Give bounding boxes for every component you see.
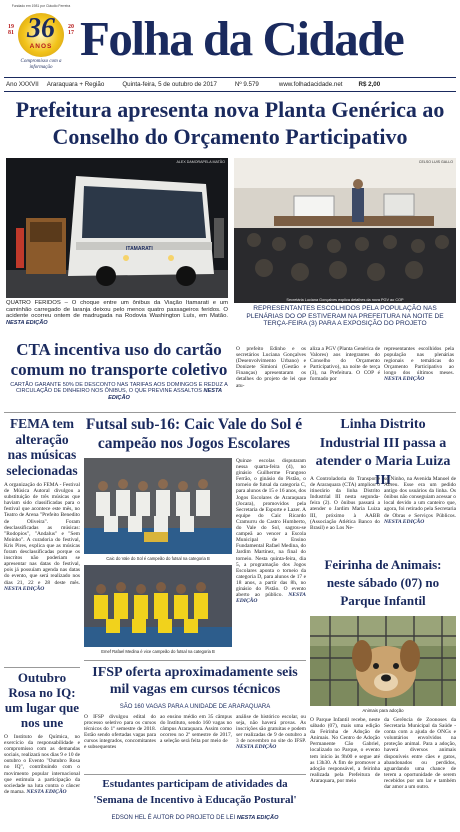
dog-illustration	[310, 616, 456, 706]
fema-edition: NESTA EDIÇÃO	[4, 585, 45, 592]
ifsp-body-col2: ao ensino médio em 35 câmpus do Instituto, sendo 160 vagas no câmpus Araraquara. Assim como ocorreu no 2º semestre de 2017, a seleção será feita por meio de	[160, 714, 232, 745]
futsal-team-yellow-illustration	[84, 565, 232, 647]
badge-top-text: Fundado em 1981 por Cláudio Ferreira	[11, 4, 71, 8]
edition-label: Ano XXXVII	[6, 81, 39, 88]
futsal-body	[236, 458, 306, 656]
ifsp-rule	[84, 660, 306, 661]
outubro-edition: NESTA EDIÇÃO	[26, 788, 67, 795]
fema-body	[4, 482, 80, 664]
anniversary-badge	[4, 4, 78, 74]
accident-caption-text: QUATRO FERIDOS – O choque entre um ônibus da Viação Itamarati e um caminhão carregado de laranja deixou pelo menos quatro passageiros feridos. O acidente ocorreu ontem de madrugada na Rodovia Washington Luís, em Matão.	[6, 300, 228, 320]
fema-body-text: A organização do FEMA - Festival de Música Autoral divulgou a substituição de três músicas que haviam sido classificadas para o festival que acontece este mês, no Teatro de Arena "Prefeito Benedito de Oliveira". Foram desclassificadas as músicas: "Rodopios", "Andalus" e "Sem Moinho". A curadoria do festival, Kris Pires, explica que as músicas foram desclassificadas porque os inscritos não poderiam se apresentar nas datas do festival, pois já possuíam agenda nas datas do evento, que será realizado nos dias 21, 22 e 28 deste mês.	[4, 482, 80, 586]
fema-headline: FEMA tem alteração nas músicas selecionadas	[6, 416, 78, 478]
masthead-rule-top	[4, 77, 456, 78]
masthead-info-bar	[6, 80, 456, 90]
ifsp-headline: IFSP oferta aproximadamente seis mil vagas em cursos técnicos	[92, 665, 298, 697]
newspaper-title: Folha da Cidade	[80, 11, 404, 66]
section-rule	[4, 412, 456, 413]
feirinha-headline: Feirinha de Animais: neste sábado (07) no Parque Infantil	[324, 557, 442, 608]
futsal-photo-vice	[84, 565, 232, 647]
badge-year-start: 1981	[8, 24, 14, 36]
feirinha-body-col2: da Gerência de Zoonoses da Secretaria Municipal da Saúde - conta com a ajuda de ONGs e voluntários envolvidos na proteção animal. Para a adoção, haverá diversos animais disponíveis entre cães e gatos, abandonados ou perdidos, aguardando uma chance de terem a oportunidade de serem recebidos por um lar e também dar amor a um outro.	[384, 717, 456, 791]
date-label: Quinta-feira, 5 de outubro de 2017	[122, 81, 217, 88]
left-divider	[4, 667, 80, 668]
futsal-photo-vice-caption: Emef Rafael Medina é vice campeão do futsal na categoria B	[101, 649, 215, 654]
badge-motto: Compromisso com a informação	[20, 59, 62, 70]
lead-body-col1: O prefeito Edinho e os secretários Luciana Gonçalves (Desenvolvimento Urbano) e Donizete Simioni (Gestão e Finanças) apresentaram os detalhes do projeto de lei que atu-	[236, 346, 306, 389]
accident-caption	[6, 300, 228, 334]
masthead-rule-bottom	[4, 91, 456, 92]
lead-headline: Prefeitura apresenta nova Planta Genérica ao Conselho do Orçamento Participativo	[15, 97, 445, 149]
cta-deck-text: CARTÃO GARANTE 50% DE DESCONTO NAS TARIFAS AOS DOMINGOS E REDUZ A CIRCULAÇÃO DE DINHEIRO NOS ÔNIBUS, O QUE PREVINE ASSALTOS	[10, 382, 228, 395]
futsal-body-text: Quinze escolas disputaram nessa quarta-feira (4), no ginásio Guilherme Frangoso Ferrão, o ginásio do Pistão, o torneio de futsal da categoria C, para alunos de 15 e 16 anos, dos Jogos Escolares de Araraquara (Jocara), promovidos pela Secretaria de Esporte e Lazer. A equipe do Caic Ricardo Cramurru do Castro Humberto, do Vale do Sol, sagrou-se campeã ao vencer a Escola Municipal de Ensino Fundamental Rafael Medina, do Jardim Martinez, na final do torneio. Nesta quinta-feira, dia 5, a programação dos Jogos Escolares aponta o torneio da categoria D, para alunos de 17 e 18 anos, a partir das 8h, no ginásio do Pistão. O evento aberto ao público.	[236, 458, 306, 599]
website-label: www.folhadacidade.net	[278, 81, 343, 88]
meeting-photo	[234, 158, 456, 303]
futsal-photo-champion-caption: Caic do Vale do Sol é campeão do futsal na categoria B	[106, 556, 210, 561]
lead-body-col3	[384, 346, 454, 410]
distrito-body-col1: A Controladoria do Transporte de Araraquara (CTA) ampliou o itinerário da linha Distrito Industrial III nesta segunda-feira (2). O ônibus passará a atender o Jardim Maria Luiza III, próximo à AABB (Associação Atlética Banco do Brasil) e ao Los Ne-	[310, 476, 380, 531]
feirinha-body-col1: O Parque Infantil recebe, neste sábado (07), mais uma edição da Feirinha de Adoção de Animais. No Centro de Adoção Permanente Cão Gabriel, localizado no Parque, o evento tem início às 9h00 e segue até as 13h30. A fim de promover a adoção responsável, a feirinha realizada pela Prefeitura de Araraquara, por meio	[310, 717, 380, 784]
estudantes-headline: Estudantes participam de atividades da 'Semana de Incentivo à Educação Postural'	[93, 778, 297, 806]
lead-body-col2: aliza a PGV (Planta Genérica de Valores) aos integrantes do Conselho do Orçamento Participativo), na noite de terça (3), na Prefeitura. O COP é formado por	[310, 346, 380, 383]
cta-headline: CTA incentiva uso do cartão comum no transporte coletivo	[10, 340, 228, 379]
badge-year-end: 2017	[68, 24, 74, 36]
ifsp-edition: NESTA EDIÇÃO	[236, 744, 277, 751]
outubro-body-text: O Instituto de Química, no exercício da responsabilidade e compromisso com as demandas sociais, realizará nos dias 9 e 10 de outubro o Evento "Outubro Rosa no IQ", contribuindo com o movimento popular internacional que estimula a participação da sociedade na luta contra o câncer de mama.	[4, 734, 80, 795]
badge-number: 36	[27, 13, 55, 44]
accident-photo	[6, 158, 228, 298]
meeting-photo-credit: CELSO LUIS GALLO	[418, 160, 453, 164]
estudantes-deck-text: EDSON HEL É AUTOR DO PROJETO DE LEI	[111, 815, 236, 821]
distrito-edition: NESTA EDIÇÃO	[384, 518, 425, 525]
dog-photo-caption: Animais para adoção	[362, 708, 404, 713]
estudantes-rule	[84, 774, 306, 775]
issue-number: Nº 9.579	[234, 81, 259, 88]
accident-caption-edition: NESTA EDIÇÃO	[6, 319, 48, 326]
futsal-edition: NESTA EDIÇÃO	[236, 592, 306, 605]
accident-photo-credit: ALEX DAMORAPELA MATÃO	[176, 160, 225, 164]
bus-accident-illustration	[6, 158, 228, 298]
estudantes-deck	[84, 812, 306, 824]
ifsp-body-col3	[236, 714, 306, 760]
badge-years: ANOS	[29, 43, 53, 50]
distrito-body-col2	[384, 476, 456, 554]
meeting-photo-small-caption: Secretária Luciana Gonçalves explica detalhes da nova PGV ao COP	[286, 298, 404, 302]
meeting-illustration	[234, 158, 456, 303]
bus-name-text: ITAMARATI	[126, 246, 153, 252]
outubro-body	[4, 734, 80, 830]
price-label: R$ 2,00	[358, 81, 381, 88]
estudantes-edition: NESTA EDIÇÃO	[236, 815, 279, 821]
outubro-headline: Outubro Rosa no IQ: um lugar que nos une	[4, 670, 80, 730]
lead-body-col3-text: representantes escolhidos pela população nas plenárias regionais e temáticas do Orçamento Participativo ao longo dos últimos meses.	[384, 346, 454, 377]
cta-edition: NESTA EDIÇÃO	[108, 388, 222, 401]
ifsp-deck: SÃO 160 VAGAS PARA A UNIDADE DE ARARAQUARA	[119, 704, 271, 710]
dog-photo	[310, 616, 456, 706]
lead-edition: NESTA EDIÇÃO	[384, 376, 425, 383]
distrito-headline: Linha Distrito Industrial III passa a atender o Maria Luiza III	[315, 417, 451, 488]
ifsp-body-col1: O IFSP divulgou edital do processo seletivo para os cursos técnicos do 1º semestre de 2018. Estão sendo ofertadas vagas para cursos integrados, concomitantes e subsequentes	[84, 714, 156, 751]
distrito-body-col2-text: so Ninho, na Avenida Manoel de Abreu. Esse era um pedido antigo dos usuários da linha. Os ônibus não conseguiam acessar o local devido a um canteiro que, agora, foi retirado pela Secretaria de Obras e Serviços Públicos.	[384, 476, 456, 519]
cta-deck	[6, 382, 232, 406]
ifsp-body-col3-text: análise de histórico escolar, ou seja, não haverá provas. As inscrições são gratuitas e podem ser realizadas de 9 de outubro a 3 de novembro no site do IFSP.	[236, 714, 306, 745]
meeting-caption: REPRESENTANTES ESCOLHIDOS PELA POPULAÇÃO NAS PLENÁRIAS DO OP ESTIVERAM NA PREFEITURA NA NOITE DE TERÇA-FEIRA (3) PARA A EXPOSIÇÃO DO PROJETO	[246, 305, 444, 328]
region-label: Araraquara + Região	[46, 81, 105, 88]
futsal-photo-champion	[84, 458, 232, 554]
futsal-headline: Futsal sub-16: Caic Vale do Sol é campeão nos Jogos Escolares	[85, 416, 303, 452]
futsal-team-white-illustration	[84, 458, 232, 554]
